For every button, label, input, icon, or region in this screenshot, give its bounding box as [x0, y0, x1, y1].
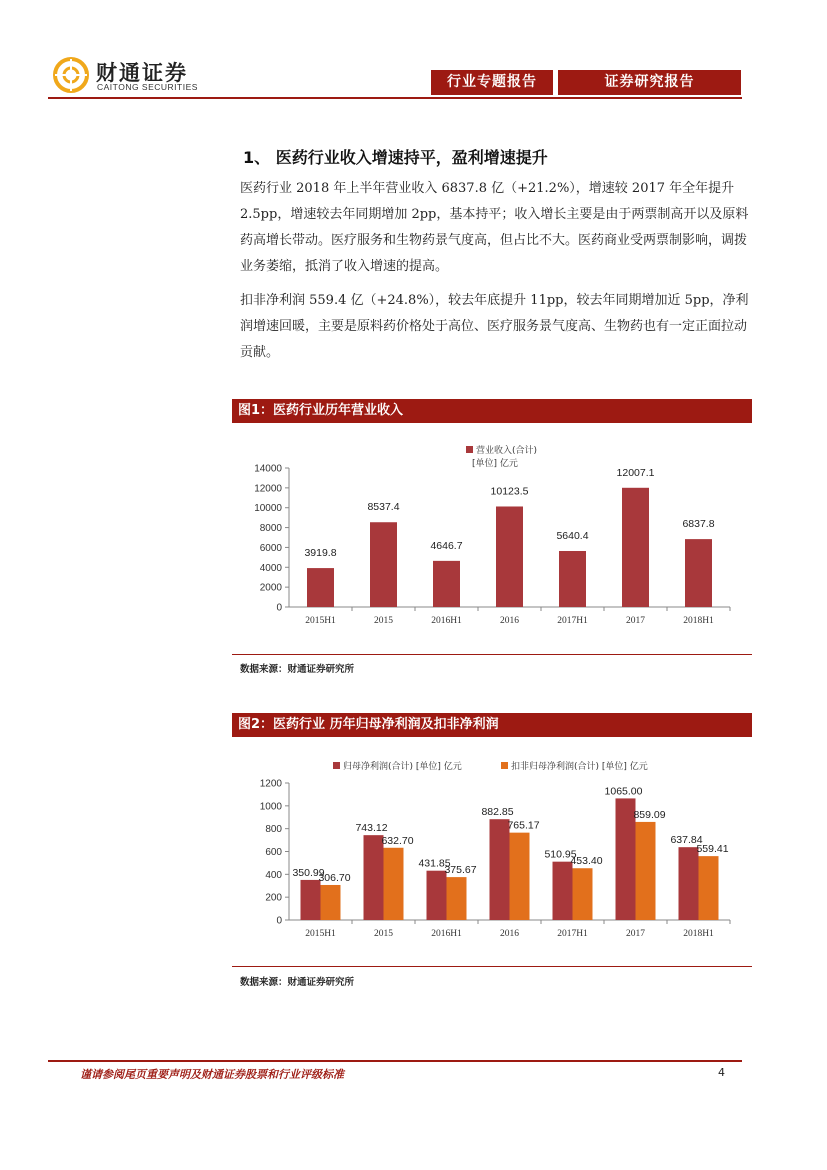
bar-1	[553, 862, 573, 920]
x-tick-label: 2015	[374, 616, 393, 626]
data-label: 3919.8	[304, 547, 337, 560]
data-label: 12007.1	[616, 466, 655, 479]
legend-swatch	[501, 762, 508, 769]
y-tick-label: 2000	[259, 582, 282, 594]
bar-1	[679, 847, 699, 920]
y-tick-label: 10000	[254, 503, 282, 515]
bar-1	[490, 819, 510, 920]
x-tick-label: 2018H1	[683, 929, 714, 939]
bar-2	[384, 848, 404, 920]
bar-1	[370, 522, 397, 607]
y-tick-label: 12000	[254, 483, 282, 495]
bar-1	[301, 880, 321, 920]
profit-bar-chart	[232, 740, 752, 945]
data-label: 859.09	[633, 808, 666, 821]
header-tag-industry-report: 行业专题报告	[431, 70, 553, 95]
data-label: 10123.5	[490, 485, 529, 498]
x-tick-label: 2015	[374, 929, 393, 939]
data-label: 4646.7	[430, 539, 463, 552]
logo-english-name: CAITONG SECURITIES	[97, 82, 198, 92]
figure2-bottom-rule	[232, 966, 752, 967]
figure1-title: 图1：医药行业历年营业收入	[232, 399, 752, 423]
y-tick-label: 600	[265, 847, 282, 858]
logo-chinese-name: 财通证券	[96, 61, 188, 85]
footer-divider	[48, 1060, 742, 1062]
y-tick-label: 800	[265, 824, 282, 836]
x-tick-label: 2016	[500, 929, 519, 939]
data-label: 765.17	[507, 819, 540, 832]
legend-swatch	[466, 446, 473, 453]
data-label: 375.67	[444, 864, 477, 877]
x-tick-label: 2018H1	[683, 616, 714, 626]
y-tick-label: 0	[276, 602, 282, 614]
section-title: 1、 医药行业收入增速持平，盈利增速提升	[243, 148, 548, 167]
data-label: 306.70	[318, 871, 351, 884]
x-tick-label: 2016H1	[431, 929, 462, 939]
bar-2	[699, 856, 719, 920]
y-tick-label: 6000	[259, 542, 282, 554]
data-label: 510.95	[544, 848, 577, 861]
y-tick-label: 1200	[259, 778, 282, 790]
x-tick-label: 2017	[626, 616, 645, 626]
data-label: 431.85	[418, 857, 451, 870]
legend-label: 扣非归母净利润(合计) [单位] 亿元	[511, 762, 648, 772]
data-label: 453.40	[570, 855, 603, 868]
legend-label: 归母净利润(合计) [单位] 亿元	[343, 762, 462, 772]
y-tick-label: 4000	[259, 562, 282, 574]
bar-2	[321, 885, 341, 920]
data-label: 743.12	[355, 822, 388, 835]
paragraph-profit: 扣非净利润 559.4 亿（+24.8%），较去年底提升 11pp，较去年同期增加近 5pp，净利润增速回暖，主要是原料药价格处于高位、医疗服务景气度高、生物药也有一定正面拉动贡献。	[240, 293, 749, 360]
figure1-source: 数据来源：财通证券研究所	[240, 664, 355, 675]
page-number: 4	[718, 1066, 725, 1079]
legend-unit: [单位] 亿元	[472, 459, 518, 469]
figure2-title: 图2：医药行业 历年归母净利润及扣非净利润	[232, 713, 752, 737]
x-tick-label: 2017H1	[557, 929, 588, 939]
x-tick-label: 2017H1	[557, 616, 588, 626]
x-tick-label: 2017	[626, 929, 645, 939]
bar-1	[433, 561, 460, 607]
x-tick-label: 2015H1	[305, 616, 336, 626]
x-tick-label: 2016H1	[431, 616, 462, 626]
data-label: 350.99	[292, 866, 325, 879]
bar-1	[685, 539, 712, 607]
bar-2	[447, 877, 467, 920]
data-label: 637.84	[670, 834, 703, 847]
header-divider	[48, 97, 742, 99]
figure1-bottom-rule	[232, 654, 752, 655]
data-label: 559.41	[696, 843, 729, 856]
company-logo	[52, 55, 222, 95]
bar-1	[559, 551, 586, 607]
x-tick-label: 2016	[500, 616, 519, 626]
y-tick-label: 0	[276, 915, 282, 927]
data-label: 6837.8	[682, 518, 715, 531]
logo-mark-icon	[52, 57, 90, 93]
y-tick-label: 400	[265, 869, 282, 881]
bar-2	[636, 822, 656, 920]
data-label: 632.70	[381, 834, 414, 847]
data-label: 882.85	[481, 806, 514, 819]
footer-disclaimer: 谨请参阅尾页重要声明及财通证券股票和行业评级标准	[80, 1068, 344, 1081]
header-tag-research-report: 证券研究报告	[558, 70, 741, 95]
figure2-source: 数据来源：财通证券研究所	[240, 977, 355, 988]
data-label: 1065.00	[604, 785, 643, 798]
x-tick-label: 2015H1	[305, 929, 336, 939]
bar-1	[427, 871, 447, 920]
bar-2	[573, 868, 593, 920]
y-tick-label: 1000	[259, 801, 282, 813]
data-label: 5640.4	[556, 529, 589, 542]
legend-label: 营业收入(合计)	[476, 446, 538, 456]
bar-1	[496, 506, 523, 607]
y-tick-label: 8000	[259, 523, 282, 535]
paragraph-revenue: 医药行业 2018 年上半年营业收入 6837.8 亿（+21.2%），增速较 2017 年全年提升 2.5pp，增速较去年同期增加 2pp，基本持平；收入增长主要是由于两票制高开以及原料药高增长带动。医疗服务和生物药景气度高，但占比不大。医药商业受两票制影响，调拨业务萎缩，抵消了收入增速的提高。	[240, 181, 749, 274]
bar-2	[510, 833, 530, 920]
y-tick-label: 14000	[254, 463, 282, 475]
y-tick-label: 200	[265, 892, 282, 904]
data-label: 8537.4	[367, 501, 400, 514]
bar-1	[364, 835, 384, 920]
revenue-bar-chart	[232, 425, 752, 630]
bar-1	[622, 488, 649, 607]
legend-swatch	[333, 762, 340, 769]
bar-1	[307, 568, 334, 607]
